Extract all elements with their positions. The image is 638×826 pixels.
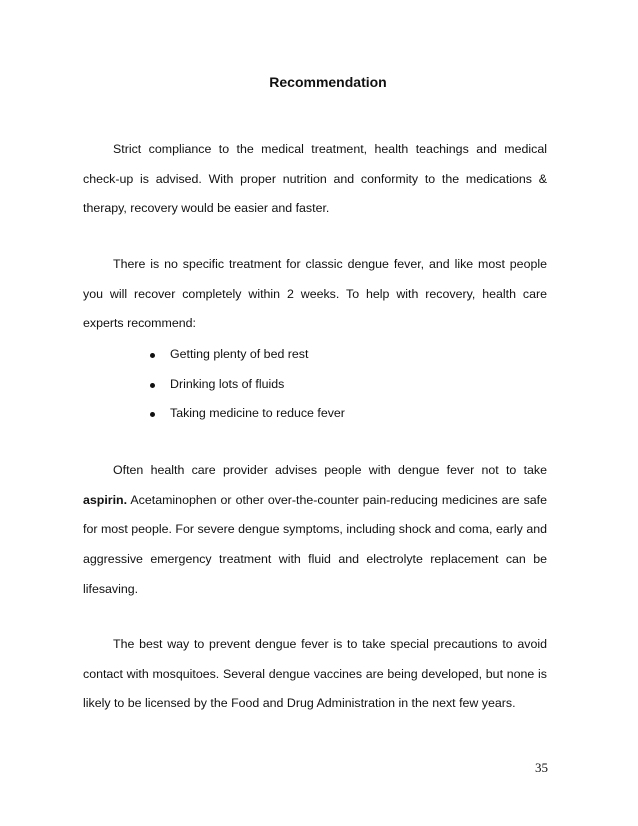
paragraph-treatment	[83, 250, 547, 339]
paragraph-aspirin	[83, 456, 547, 605]
recommendation-list	[148, 340, 345, 429]
paragraph-aspirin-start: Often health care provider advises people with dengue fever not to take	[113, 463, 547, 477]
bullet-icon	[150, 383, 155, 388]
aspirin-bold-text: aspirin.	[83, 492, 128, 507]
paragraph-aspirin-end: Acetaminophen or other over-the-counter pain-reducing medicines are safe for most people. For severe dengue symptoms, including shock and coma, early and aggressive emergency treatment with fluid and electrolyte replacement can be lifesaving.	[83, 492, 547, 596]
paragraph-compliance-text: Strict compliance to the medical treatment, health teachings and medical check-up is advised. With proper nutrition and conformity to the medications & therapy, recovery would be easier and faster.	[83, 142, 547, 216]
page-title: Recommendation	[269, 74, 387, 90]
list-item-text: Drinking lots of fluids	[170, 376, 285, 391]
list-item	[148, 370, 345, 400]
list-item-text: Getting plenty of bed rest	[170, 347, 309, 361]
paragraph-prevention	[83, 630, 547, 719]
list-item	[148, 340, 345, 370]
list-item-text: Taking medicine to reduce fever	[170, 406, 345, 421]
paragraph-compliance	[83, 135, 547, 224]
list-item	[148, 399, 345, 429]
page-number: 35	[535, 760, 548, 775]
bullet-icon	[150, 412, 155, 417]
paragraph-treatment-text: There is no specific treatment for classic dengue fever, and like most people you will recover completely within 2 weeks. To help with recovery, health care experts recommend:	[83, 257, 547, 331]
bullet-icon	[150, 353, 155, 358]
paragraph-prevention-text: The best way to prevent dengue fever is to take special precautions to avoid contact with mosquitoes. Several dengue vaccines are being developed, but none is likely to be licensed by the Food and Drug Administration in the next few years.	[83, 637, 547, 711]
